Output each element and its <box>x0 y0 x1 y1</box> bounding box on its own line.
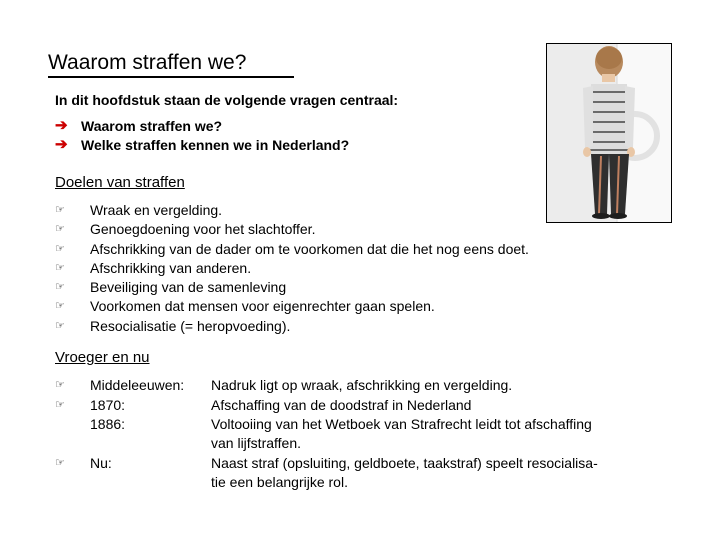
pointing-hand-icon: ☞ <box>55 223 65 236</box>
pointing-hand-icon: ☞ <box>55 399 65 411</box>
pointing-hand-icon: ☞ <box>55 379 65 391</box>
question-text: Waarom straffen we? <box>81 118 223 134</box>
history-period: Middeleeuwen: <box>90 377 185 393</box>
question-text: Welke straffen kennen we in Nederland? <box>81 137 350 153</box>
history-description: Voltooiing van het Wetboek van Strafrecht leidt tot afschaffing <box>211 416 592 432</box>
list-item: ☞ Afschrikking van de dader om te voorkomen dat die het nog eens doet. <box>55 240 529 259</box>
history-description: tie een belangrijke rol. <box>211 474 348 490</box>
goals-list <box>55 201 529 336</box>
pointing-hand-icon: ☞ <box>55 300 65 313</box>
pointing-hand-icon: ☞ <box>55 204 65 216</box>
list-item: ☞ Beveiliging van de samenleving <box>55 278 529 297</box>
question-item <box>55 117 222 135</box>
history-description: Nadruk ligt op wraak, afschrikking en vergelding. <box>211 377 513 393</box>
list-item: ☞ Genoegdoening voor het slachtoffer. <box>55 220 529 239</box>
boy-in-corner-photo <box>546 43 672 223</box>
history-description: Naast straf (opsluiting, geldboete, taakstraf) speelt resocialisa- <box>211 455 598 471</box>
list-item: ☞ Voorkomen dat mensen voor eigenrechter gaan spelen. <box>55 297 529 316</box>
pointing-hand-icon: ☞ <box>55 319 65 332</box>
history-description: van lijfstraffen. <box>211 435 302 451</box>
slide-title: Waarom straffen we? <box>48 51 247 74</box>
intro-text: In dit hoofdstuk staan de volgende vragen centraal: <box>55 92 399 108</box>
pointing-hand-icon: ☞ <box>55 242 65 255</box>
goals-heading: Doelen van straffen <box>55 174 185 191</box>
question-item <box>55 136 349 154</box>
pointing-hand-icon: ☞ <box>55 457 65 469</box>
boy-in-corner-illustration <box>547 44 671 222</box>
history-description: Afschaffing van de doodstraf in Nederland <box>211 397 472 413</box>
history-period: Nu: <box>90 455 112 471</box>
list-item: ☞ Wraak en vergelding. <box>55 201 529 220</box>
pointing-hand-icon: ☞ <box>55 261 65 274</box>
arrow-right-icon: ➔ <box>55 136 68 153</box>
list-item: ☞ Resocialisatie (= heropvoeding). <box>55 317 529 336</box>
pointing-hand-icon: ☞ <box>55 281 65 294</box>
history-period: 1886: <box>90 416 126 432</box>
history-period: 1870: <box>90 397 126 413</box>
title-underline <box>48 76 294 78</box>
arrow-right-icon: ➔ <box>55 117 68 134</box>
list-item: ☞ Afschrikking van anderen. <box>55 259 529 278</box>
history-heading: Vroeger en nu <box>55 349 150 366</box>
